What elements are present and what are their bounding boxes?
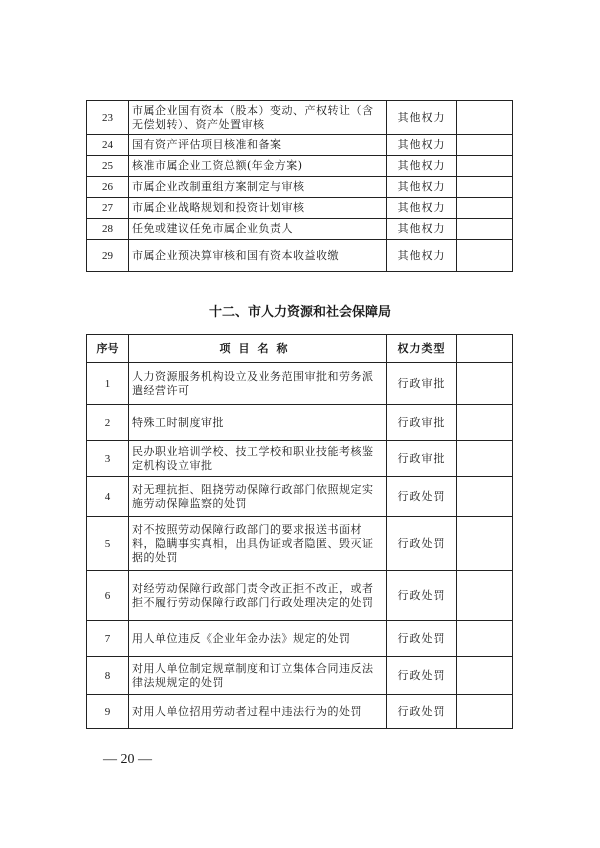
power-type: 其他权力 (387, 177, 457, 198)
row-number: 28 (87, 219, 129, 240)
extra-cell (457, 240, 513, 272)
header-item-name: 项目名称 (129, 335, 387, 363)
extra-cell (457, 156, 513, 177)
power-type: 行政处罚 (387, 657, 457, 695)
table-row (87, 135, 513, 156)
item-name: 任免或建议任免市属企业负责人 (129, 219, 387, 240)
item-name: 民办职业培训学校、技工学校和职业技能考核鉴定机构设立审批 (129, 441, 387, 477)
section-heading: 十二、市人力资源和社会保障局 (208, 305, 391, 320)
item-name: 对经劳动保障行政部门责令改正拒不改正，或者拒不履行劳动保障行政部门行政处理决定的处罚 (129, 571, 387, 621)
table-row (87, 219, 513, 240)
power-type: 其他权力 (387, 101, 457, 135)
table-row (87, 156, 513, 177)
header-number: 序号 (87, 335, 129, 363)
extra-cell (457, 135, 513, 156)
power-type: 行政处罚 (387, 477, 457, 517)
item-name: 市属企业战略规划和投资计划审核 (129, 198, 387, 219)
item-name: 人力资源服务机构设立及业务范围审批和劳务派遣经营许可 (129, 363, 387, 405)
extra-cell (457, 219, 513, 240)
row-number: 26 (87, 177, 129, 198)
power-type: 行政审批 (387, 405, 457, 441)
extra-cell (457, 198, 513, 219)
row-number: 29 (87, 240, 129, 272)
power-type: 行政处罚 (387, 621, 457, 657)
table-row (87, 101, 513, 135)
row-number: 9 (87, 695, 129, 729)
item-name: 用人单位违反《企业年金办法》规定的处罚 (129, 621, 387, 657)
row-number: 3 (87, 441, 129, 477)
power-type: 行政处罚 (387, 571, 457, 621)
header-power-type: 权力类型 (387, 335, 457, 363)
row-number: 1 (87, 363, 129, 405)
table-row (87, 571, 513, 621)
power-type: 行政处罚 (387, 695, 457, 729)
row-number: 2 (87, 405, 129, 441)
item-name: 对用人单位制定规章制度和订立集体合同违反法律法规规定的处罚 (129, 657, 387, 695)
item-name: 特殊工时制度审批 (129, 405, 387, 441)
table-row (87, 657, 513, 695)
power-type: 其他权力 (387, 156, 457, 177)
power-type: 其他权力 (387, 240, 457, 272)
extra-cell (457, 657, 513, 695)
item-name: 对不按照劳动保障行政部门的要求报送书面材料，隐瞒事实真相，出具伪证或者隐匿、毁灭证据的处罚 (129, 517, 387, 571)
item-name: 市属企业预决算审核和国有资本收益收缴 (129, 240, 387, 272)
extra-cell (457, 101, 513, 135)
power-type: 行政审批 (387, 363, 457, 405)
item-name: 国有资产评估项目核准和备案 (129, 135, 387, 156)
row-number: 25 (87, 156, 129, 177)
row-number: 4 (87, 477, 129, 517)
item-name: 市属企业国有资本（股本）变动、产权转让（含无偿划转）、资产处置审核 (129, 101, 387, 135)
power-type: 其他权力 (387, 219, 457, 240)
table-row (87, 695, 513, 729)
extra-cell (457, 517, 513, 571)
row-number: 6 (87, 571, 129, 621)
power-type: 行政处罚 (387, 517, 457, 571)
table-row (87, 441, 513, 477)
extra-cell (457, 571, 513, 621)
table-row (87, 177, 513, 198)
table-row (87, 405, 513, 441)
extra-cell (457, 695, 513, 729)
table-row (87, 198, 513, 219)
extra-cell (457, 441, 513, 477)
top-table (86, 100, 513, 272)
row-number: 7 (87, 621, 129, 657)
extra-cell (457, 621, 513, 657)
row-number: 24 (87, 135, 129, 156)
header-extra (457, 335, 513, 363)
power-type: 其他权力 (387, 135, 457, 156)
item-name: 核准市属企业工资总额(年金方案) (129, 156, 387, 177)
power-type: 其他权力 (387, 198, 457, 219)
table-header-row (87, 335, 513, 363)
power-type: 行政审批 (387, 441, 457, 477)
extra-cell (457, 177, 513, 198)
extra-cell (457, 363, 513, 405)
page-number: — 20 — (103, 752, 152, 767)
item-name: 对用人单位招用劳动者过程中违法行为的处罚 (129, 695, 387, 729)
table-row (87, 621, 513, 657)
table-row (87, 517, 513, 571)
row-number: 23 (87, 101, 129, 135)
extra-cell (457, 405, 513, 441)
main-table (86, 334, 513, 729)
table-row (87, 240, 513, 272)
extra-cell (457, 477, 513, 517)
table-row (87, 477, 513, 517)
row-number: 8 (87, 657, 129, 695)
item-name: 市属企业改制重组方案制定与审核 (129, 177, 387, 198)
row-number: 27 (87, 198, 129, 219)
item-name: 对无理抗拒、阻挠劳动保障行政部门依照规定实施劳动保障监察的处罚 (129, 477, 387, 517)
table-row (87, 363, 513, 405)
row-number: 5 (87, 517, 129, 571)
